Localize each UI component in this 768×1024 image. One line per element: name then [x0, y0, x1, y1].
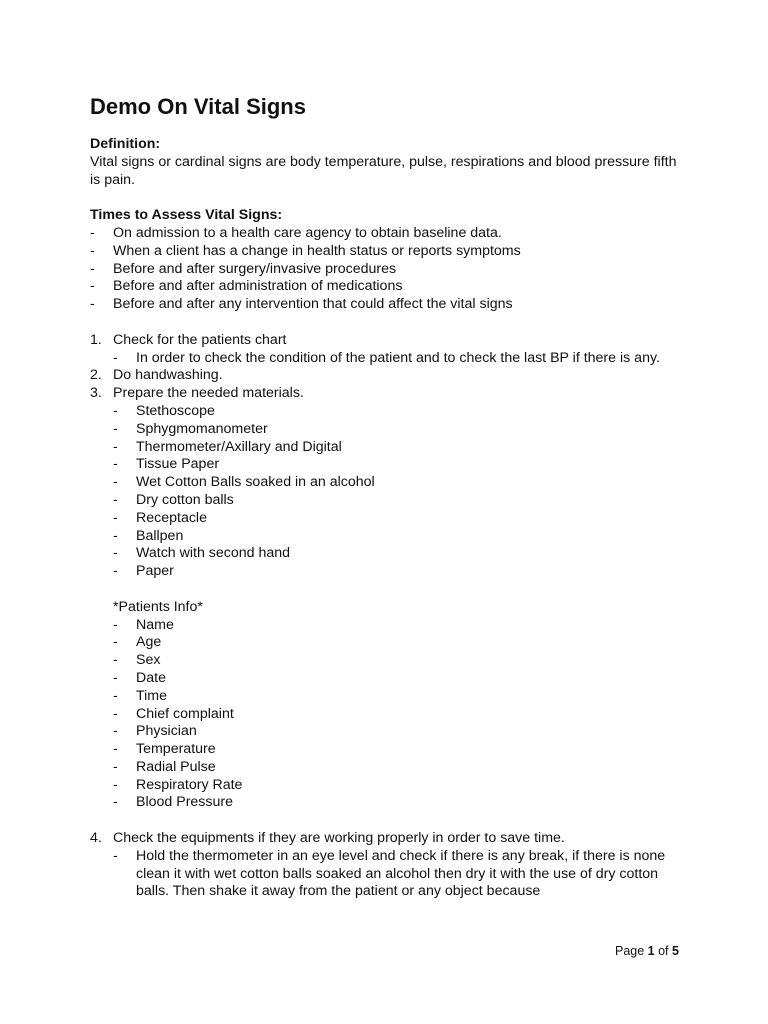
step-sub-item: - Hold the thermometer in an eye level and check if there is any break, if there is none clean it with wet cotton balls soaked an alcohol then dry it with the use of dry cotton balls. Then shake it away from the patient or any object because [113, 847, 666, 900]
list-item: - Before and after administration of medications [90, 278, 403, 295]
list-item: - On admission to a health care agency to obtain baseline data. [90, 224, 502, 241]
step-item: 4. Check the equipments if they are working properly in order to save time. [90, 830, 565, 847]
patients-info-item: - Sex [113, 652, 161, 669]
times-list [90, 225, 690, 314]
material-item: - Ballpen [113, 527, 184, 544]
material-item: - Receptacle [113, 509, 207, 526]
list-item: - Before and after surgery/invasive procedures [90, 260, 397, 277]
times-heading: Times to Assess Vital Signs: [90, 207, 283, 224]
material-item: - Dry cotton balls [113, 491, 234, 508]
document-title: Demo On Vital Signs [90, 94, 306, 119]
patients-info-item: - Radial Pulse [113, 758, 216, 775]
definition-heading: Definition: [90, 136, 161, 152]
definition-text: Vital signs or cardinal signs are body temperature, pulse, respirations and blood pressure fifth is pain. [90, 153, 677, 188]
step-sub-item: - In order to check the condition of the patient and to check the last BP if there is any. [113, 349, 660, 366]
patients-info-item: - Respiratory Rate [113, 776, 243, 793]
material-item: - Sphygmomanometer [113, 420, 268, 437]
patients-info-item: - Name [113, 616, 174, 633]
patients-info-item: - Time [113, 687, 168, 704]
patients-info-item: - Temperature [113, 741, 216, 758]
patients-info-item: - Age [113, 634, 162, 651]
list-item: - When a client has a change in health status or reports symptoms [90, 242, 521, 259]
step-item: 1. Check for the patients chart [90, 331, 287, 348]
patients-info-heading: *Patients Info* [113, 598, 203, 615]
material-item: - Paper [113, 563, 174, 580]
material-item: - Thermometer/Axillary and Digital [113, 438, 342, 455]
material-item: - Wet Cotton Balls soaked in an alcohol [113, 474, 375, 491]
patients-info-item: - Chief complaint [113, 705, 234, 722]
step-item: 3. Prepare the needed materials. [90, 385, 304, 402]
page-number: Page 1 of 5 [615, 944, 679, 958]
patients-info-item: - Date [113, 669, 166, 686]
material-item: - Watch with second hand [113, 545, 291, 562]
step-item: 2. Do handwashing. [90, 367, 223, 384]
list-item: - Before and after any intervention that could affect the vital signs [90, 296, 513, 313]
document-body [90, 94, 690, 901]
patients-info-item: - Physician [113, 723, 197, 740]
material-item: - Stethoscope [113, 402, 215, 419]
material-item: - Tissue Paper [113, 456, 220, 473]
patients-info-item: - Blood Pressure [113, 794, 233, 811]
